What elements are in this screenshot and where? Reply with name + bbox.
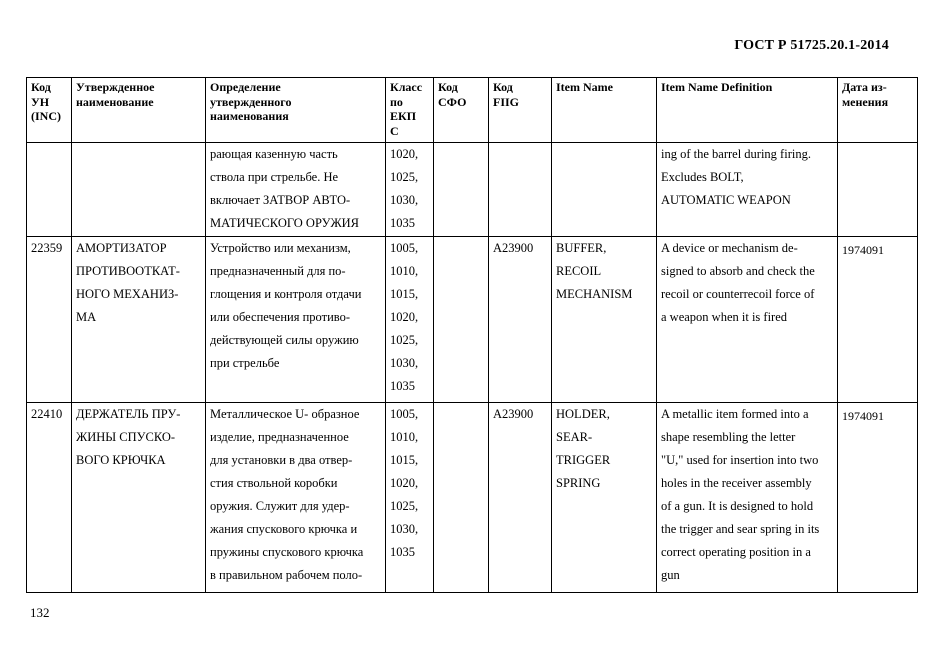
item-definition-cell [657,143,838,237]
cell-line: 1015, [390,453,419,467]
cell-line: 1025, [390,170,419,184]
cell-line: пружины спускового крючка [210,545,364,559]
cell-line: SEAR- [556,430,593,444]
header-line: С [390,123,399,138]
header-sfo [434,78,489,143]
cell-line: 1010, [390,264,419,278]
document-header: ГОСТ Р 51725.20.1-2014 [734,38,889,53]
cell-line: ствола при стрельбе. Не [210,170,339,184]
cell-line: АМОРТИЗАТОР [76,241,167,255]
cell-line: 1035 [390,216,415,230]
class-cell [386,403,434,593]
cell-line: или обеспечения противо- [210,310,351,324]
header-inc [27,78,72,143]
date-cell [838,143,918,237]
item-name-cell [552,143,657,237]
header-line: наименования [210,109,289,123]
header-line: Item Name [556,80,613,94]
header-line: утвержденного [210,94,292,109]
cell-line: действующей силы оружию [210,333,359,347]
cell-line: Устройство или механизм, [210,241,351,255]
date-cell [838,403,918,593]
cell-line: в правильном рабочем поло- [210,568,363,582]
cell-line: изделие, предназначенное [210,430,349,444]
header-line: Класс [390,80,423,94]
cell-line: 1025, [390,499,419,513]
cell-line: shape resembling the letter [661,430,796,444]
definition-cell [206,143,386,237]
header-definition [206,78,386,143]
sfo-cell [434,143,489,237]
table-row [27,403,918,593]
header-approved-name [72,78,206,143]
cell-line: HOLDER, [556,407,610,421]
header-line: УН [31,94,50,109]
cell-line: 1030, [390,356,419,370]
cell-line: рающая казенную часть [210,147,338,161]
item-definition-cell [657,403,838,593]
approved-name-cell [72,403,206,593]
cell-line: Металлическое U- образное [210,407,360,421]
class-cell [386,143,434,237]
cell-line: включает ЗАТВОР АВТО- [210,193,351,207]
fiig-cell [489,237,552,403]
header-class [386,78,434,143]
cell-line: 1974091 [842,243,884,257]
header-line: Item Name Definition [661,80,773,94]
cell-line: recoil or counterrecoil force of [661,287,815,301]
cell-line: MECHANISM [556,287,633,301]
cell-line: gun [661,568,680,582]
inc-cell [27,143,72,237]
cell-line: signed to absorb and check the [661,264,815,278]
cell-line: МАТИЧЕСКОГО ОРУЖИЯ [210,216,360,230]
cell-line: "U," used for insertion into two [661,453,819,467]
fiig-cell [489,403,552,593]
inc-cell [27,403,72,593]
header-item-definition [657,78,838,143]
cell-line: Excludes BOLT, [661,170,744,184]
cell-line: глощения и контроля отдачи [210,287,362,301]
cell-line: стия ствольной коробки [210,476,338,490]
cell-line: 1035 [390,379,415,393]
cell-line: ДЕРЖАТЕЛЬ ПРУ- [76,407,181,421]
table-header-row [27,78,918,143]
inc-cell [27,237,72,403]
sfo-cell [434,237,489,403]
header-line: СФО [438,94,467,109]
table-row [27,237,918,403]
cell-line: 22410 [31,407,63,421]
cell-line: SPRING [556,476,601,490]
cell-line: of a gun. It is designed to hold [661,499,814,513]
cell-line: ЖИНЫ СПУСКО- [76,430,176,444]
date-cell [838,237,918,403]
cell-line: correct operating position in a [661,545,811,559]
cell-line: 1020, [390,147,419,161]
cell-line: НОГО МЕХАНИЗ- [76,287,179,301]
sfo-cell [434,403,489,593]
cell-line: BUFFER, [556,241,607,255]
cell-line: A23900 [493,241,534,255]
cell-line: 1025, [390,333,419,347]
cell-line: 1030, [390,193,419,207]
cell-line: 1030, [390,522,419,536]
header-line: менения [842,94,889,109]
cell-line: жания спускового крючка и [210,522,358,536]
header-line: FIIG [493,94,520,109]
header-line: Код [493,80,513,94]
approved-name-cell [72,143,206,237]
cell-line: МА [76,310,97,324]
cell-line: A23900 [493,407,534,421]
cell-line: ПРОТИВООТКАТ- [76,264,180,278]
header-item-name [552,78,657,143]
cell-line: 1020, [390,310,419,324]
table-row [27,143,918,237]
header-line: Код [438,80,458,94]
header-line: (INC) [31,109,61,123]
class-cell [386,237,434,403]
cell-line: 1005, [390,241,419,255]
item-definition-cell [657,237,838,403]
header-line: Дата из- [842,80,887,94]
catalog-table [26,77,918,593]
cell-line: 22359 [31,241,63,255]
cell-line: ing of the barrel during firing. [661,147,811,161]
definition-cell [206,403,386,593]
cell-line: AUTOMATIC WEAPON [661,193,791,207]
cell-line: TRIGGER [556,453,611,467]
cell-line: 1974091 [842,409,884,423]
cell-line: предназначенный для по- [210,264,346,278]
page-number: 132 [30,605,50,620]
cell-line: оружия. Служит для удер- [210,499,350,513]
fiig-cell [489,143,552,237]
cell-line: RECOIL [556,264,602,278]
cell-line: при стрельбе [210,356,280,370]
header-fiig [489,78,552,143]
cell-line: ВОГО КРЮЧКА [76,453,166,467]
item-name-cell [552,237,657,403]
header-line: ЕКП [390,109,417,123]
approved-name-cell [72,237,206,403]
header-date [838,78,918,143]
header-line: Определение [210,80,281,94]
cell-line: holes in the receiver assembly [661,476,812,490]
cell-line: a weapon when it is fired [661,310,788,324]
cell-line: 1015, [390,287,419,301]
cell-line: 1010, [390,430,419,444]
header-line: по [390,94,403,109]
cell-line: the trigger and sear spring in its [661,522,820,536]
cell-line: 1035 [390,545,415,559]
definition-cell [206,237,386,403]
header-line: Утвержденное [76,80,155,94]
cell-line: A device or mechanism de- [661,241,798,255]
cell-line: 1020, [390,476,419,490]
table-body [27,143,918,593]
header-line: Код [31,80,51,94]
item-name-cell [552,403,657,593]
header-line: наименование [76,94,154,109]
cell-line: для установки в два отвер- [210,453,353,467]
cell-line: 1005, [390,407,419,421]
cell-line: A metallic item formed into a [661,407,809,421]
